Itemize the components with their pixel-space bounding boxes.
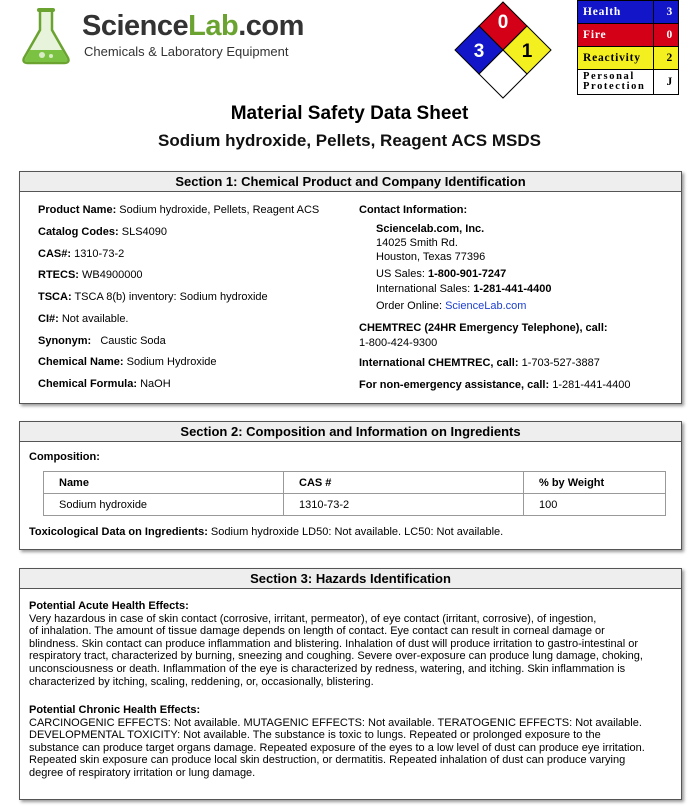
ci-number: CI#: Not available. [38, 313, 129, 325]
international-sales: International Sales: 1-281-441-4400 [376, 283, 552, 295]
contact-address-2: Houston, Texas 77396 [376, 251, 486, 263]
nfpa-reactivity-value: 1 [521, 41, 533, 62]
hmis-ppe-row [578, 70, 679, 95]
hmis-reactivity-value: 2 [654, 47, 679, 70]
section-3-heading: Section 3: Hazards Identification [20, 569, 681, 589]
hmis-health-row [578, 1, 679, 24]
order-online: Order Online: ScienceLab.com [376, 300, 527, 312]
hmis-fire-value: 0 [654, 24, 679, 47]
chemtrec-phone: 1-800-424-9300 [359, 337, 438, 349]
chronic-label: Potential Chronic Health Effects: [29, 704, 201, 716]
section-1 [19, 171, 682, 404]
international-chemtrec: International CHEMTREC, call: 1-703-527-3887 [359, 357, 600, 369]
hmis-health-label: Health [578, 1, 654, 24]
chemical-name: Chemical Name: Sodium Hydroxide [38, 356, 217, 368]
hmis-reactivity-row [578, 47, 679, 70]
composition-header-row [44, 472, 666, 494]
composition-table [43, 471, 666, 516]
hmis-fire-label: Fire [578, 24, 654, 47]
column-weight: % by Weight [524, 472, 666, 494]
contact-company: Sciencelab.com, Inc. [376, 223, 485, 235]
ingredient-name: Sodium hydroxide [44, 494, 284, 516]
nfpa-diamond [453, 0, 553, 100]
tsca: TSCA: TSCA 8(b) inventory: Sodium hydroxide [38, 291, 268, 303]
contact-address-1: 14025 Smith Rd. [376, 237, 458, 249]
non-emergency-contact: For non-emergency assistance, call: 1-281-441-4400 [359, 379, 631, 391]
acute-health-effects: Potential Acute Health Effects: Very hazardous in case of skin contact (corrosive, irritant, permeator), of eye contact (irritant, corrosive), of ingestion, of inhalation. The amount of tissue damage depends on length of contact. Eye contact can result in corneal damage or blindness. Skin contact can produce inflammation and blistering. Inhalation of dust will produce irritation to gastro-intestinal or respiratory tract, characterized by burning, sneezing and coughing. Severe over-exposure can produce lung damage, choking, unconsciousness or death. Inflammation of the eye is characterized by redness, watering, and itching. Skin inflammation is characterized by itching, scaling, reddening, or, occasionally, blistering. [29, 600, 679, 688]
column-cas: CAS # [284, 472, 524, 494]
hmis-reactivity-label: Reactivity [578, 47, 654, 70]
section-1-heading: Section 1: Chemical Product and Company Identification [20, 172, 681, 192]
toxicological-data: Toxicological Data on Ingredients: Sodium hydroxide LD50: Not available. LC50: Not available. [29, 526, 504, 538]
chronic-health-effects: Potential Chronic Health Effects: CARCINOGENIC EFFECTS: Not available. MUTAGENIC EFFECTS: Not available. TERATOGENIC EFFECTS: Not available. DEVELOPMENTAL TOXICITY: Not available. The substance is toxic to lungs. Repeated or prolonged exposure to the substance can produce target organs damage. Repeated exposure of the eyes to a low level of dust can produce eye irritation. Repeated skin exposure can produce local skin destruction, or dermatitis. Repeated inhalation of dust can produce varying degree of respiratory irritation or lung damage. [29, 704, 679, 780]
sciencelab-link[interactable]: ScienceLab.com [445, 300, 527, 312]
ingredient-weight: 100 [524, 494, 666, 516]
acute-label: Potential Acute Health Effects: [29, 600, 189, 612]
nfpa-fire-value: 0 [497, 12, 509, 33]
catalog-codes: Catalog Codes: SLS4090 [38, 226, 168, 238]
table-row [44, 494, 666, 516]
hmis-rating-table [577, 0, 679, 95]
logo-tagline: Chemicals & Laboratory Equipment [84, 44, 289, 59]
logo-brand-text: ScienceLab.com [82, 10, 304, 42]
product-name: Product Name: Sodium hydroxide, Pellets, Reagent ACS [38, 204, 320, 216]
page-subtitle: Sodium hydroxide, Pellets, Reagent ACS MSDS [158, 131, 541, 150]
sciencelab-logo[interactable] [14, 6, 314, 68]
ingredient-cas: 1310-73-2 [284, 494, 524, 516]
synonym: Synonym: Caustic Soda [38, 335, 166, 347]
chemical-formula: Chemical Formula: NaOH [38, 378, 171, 390]
section-3 [19, 568, 682, 800]
page-title: Material Safety Data Sheet [230, 103, 469, 124]
hmis-ppe-value: J [654, 70, 679, 95]
section-2-heading: Section 2: Composition and Information on Ingredients [20, 422, 681, 442]
hmis-health-value: 3 [654, 1, 679, 24]
hmis-ppe-label: Personal Protection [578, 70, 654, 95]
contact-heading: Contact Information: [359, 204, 468, 216]
column-name: Name [44, 472, 284, 494]
us-sales: US Sales: 1-800-901-7247 [376, 268, 507, 280]
chemtrec-label: CHEMTREC (24HR Emergency Telephone), call: [359, 322, 608, 334]
section-2 [19, 421, 682, 550]
hmis-fire-row [578, 24, 679, 47]
flask-icon [18, 6, 78, 66]
rtecs: RTECS: WB4900000 [38, 269, 143, 281]
nfpa-health-value: 3 [473, 41, 485, 62]
composition-label: Composition: [29, 451, 100, 463]
cas-number: CAS#: 1310-73-2 [38, 248, 125, 260]
